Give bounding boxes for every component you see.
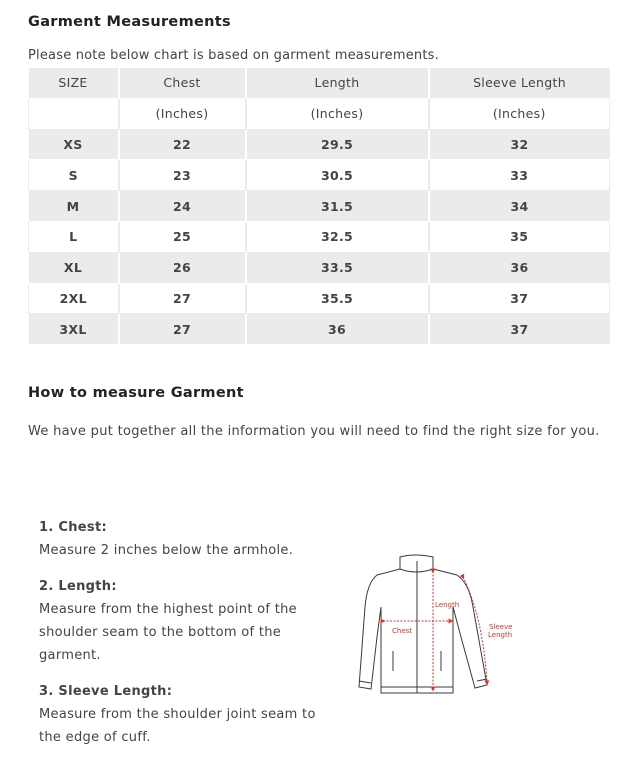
label-chest: Chest <box>392 627 413 635</box>
cell-chest: 23 <box>119 160 246 191</box>
cell-chest: 25 <box>119 221 246 252</box>
cell-size: XL <box>29 252 119 283</box>
cell-size: L <box>29 221 119 252</box>
step-description: Measure 2 inches below the armhole. <box>39 543 294 558</box>
step-title: 1. Chest: <box>39 520 107 535</box>
cell-chest: 27 <box>119 314 246 345</box>
cell-length: 32.5 <box>246 221 429 252</box>
step-chest <box>39 516 329 562</box>
cell-chest: 27 <box>119 283 246 314</box>
header-size: SIZE <box>29 68 119 98</box>
cell-sleeve: 37 <box>429 283 610 314</box>
cell-sleeve: 32 <box>429 129 610 160</box>
label-sleeve-2: Length <box>488 631 513 639</box>
jacket-measurement-diagram <box>337 547 518 706</box>
step-description: Measure from the highest point of the shoulder seam to the bottom of the garment. <box>39 602 297 663</box>
header-length: Length <box>246 68 429 98</box>
cell-chest: 26 <box>119 252 246 283</box>
jacket-outline <box>359 555 487 693</box>
measure-steps <box>39 516 329 762</box>
step-description: Measure from the shoulder joint seam to the edge of cuff. <box>39 707 316 745</box>
unit-sleeve-length: (Inches) <box>429 98 610 129</box>
table-row <box>29 283 610 314</box>
step-sleeve-length <box>39 680 329 749</box>
cell-size: 3XL <box>29 314 119 345</box>
cell-length: 33.5 <box>246 252 429 283</box>
table-row <box>29 160 610 191</box>
cell-length: 36 <box>246 314 429 345</box>
jacket-diagram-svg <box>337 547 518 706</box>
step-length <box>39 575 329 667</box>
cell-sleeve: 37 <box>429 314 610 345</box>
cell-sleeve: 33 <box>429 160 610 191</box>
chart-note: Please note below chart is based on garment measurements. <box>28 48 439 63</box>
cell-length: 31.5 <box>246 191 429 222</box>
table-row <box>29 191 610 222</box>
table-row <box>29 252 610 283</box>
unit-chest: (Inches) <box>119 98 246 129</box>
cell-size: XS <box>29 129 119 160</box>
cell-chest: 24 <box>119 191 246 222</box>
how-to-intro: We have put together all the information you will need to find the right size for you. <box>28 424 600 439</box>
cell-sleeve: 35 <box>429 221 610 252</box>
table-row <box>29 221 610 252</box>
header-chest: Chest <box>119 68 246 98</box>
cell-length: 29.5 <box>246 129 429 160</box>
unit-length: (Inches) <box>246 98 429 129</box>
label-length: Length <box>435 601 460 609</box>
cell-sleeve: 34 <box>429 191 610 222</box>
garment-measurements-title: Garment Measurements <box>28 14 231 30</box>
table-row <box>29 129 610 160</box>
cell-length: 35.5 <box>246 283 429 314</box>
cell-length: 30.5 <box>246 160 429 191</box>
cell-sleeve: 36 <box>429 252 610 283</box>
unit-size <box>29 98 119 129</box>
label-sleeve-1: Sleeve <box>489 623 513 631</box>
step-title: 2. Length: <box>39 579 117 594</box>
cell-size: 2XL <box>29 283 119 314</box>
table-header-row <box>29 68 610 98</box>
cell-chest: 22 <box>119 129 246 160</box>
cell-size: M <box>29 191 119 222</box>
header-sleeve-length: Sleeve Length <box>429 68 610 98</box>
step-title: 3. Sleeve Length: <box>39 684 173 699</box>
how-to-measure-title: How to measure Garment <box>28 385 244 401</box>
table-row <box>29 314 610 345</box>
size-chart-table <box>28 68 610 345</box>
table-units-row <box>29 98 610 129</box>
cell-size: S <box>29 160 119 191</box>
